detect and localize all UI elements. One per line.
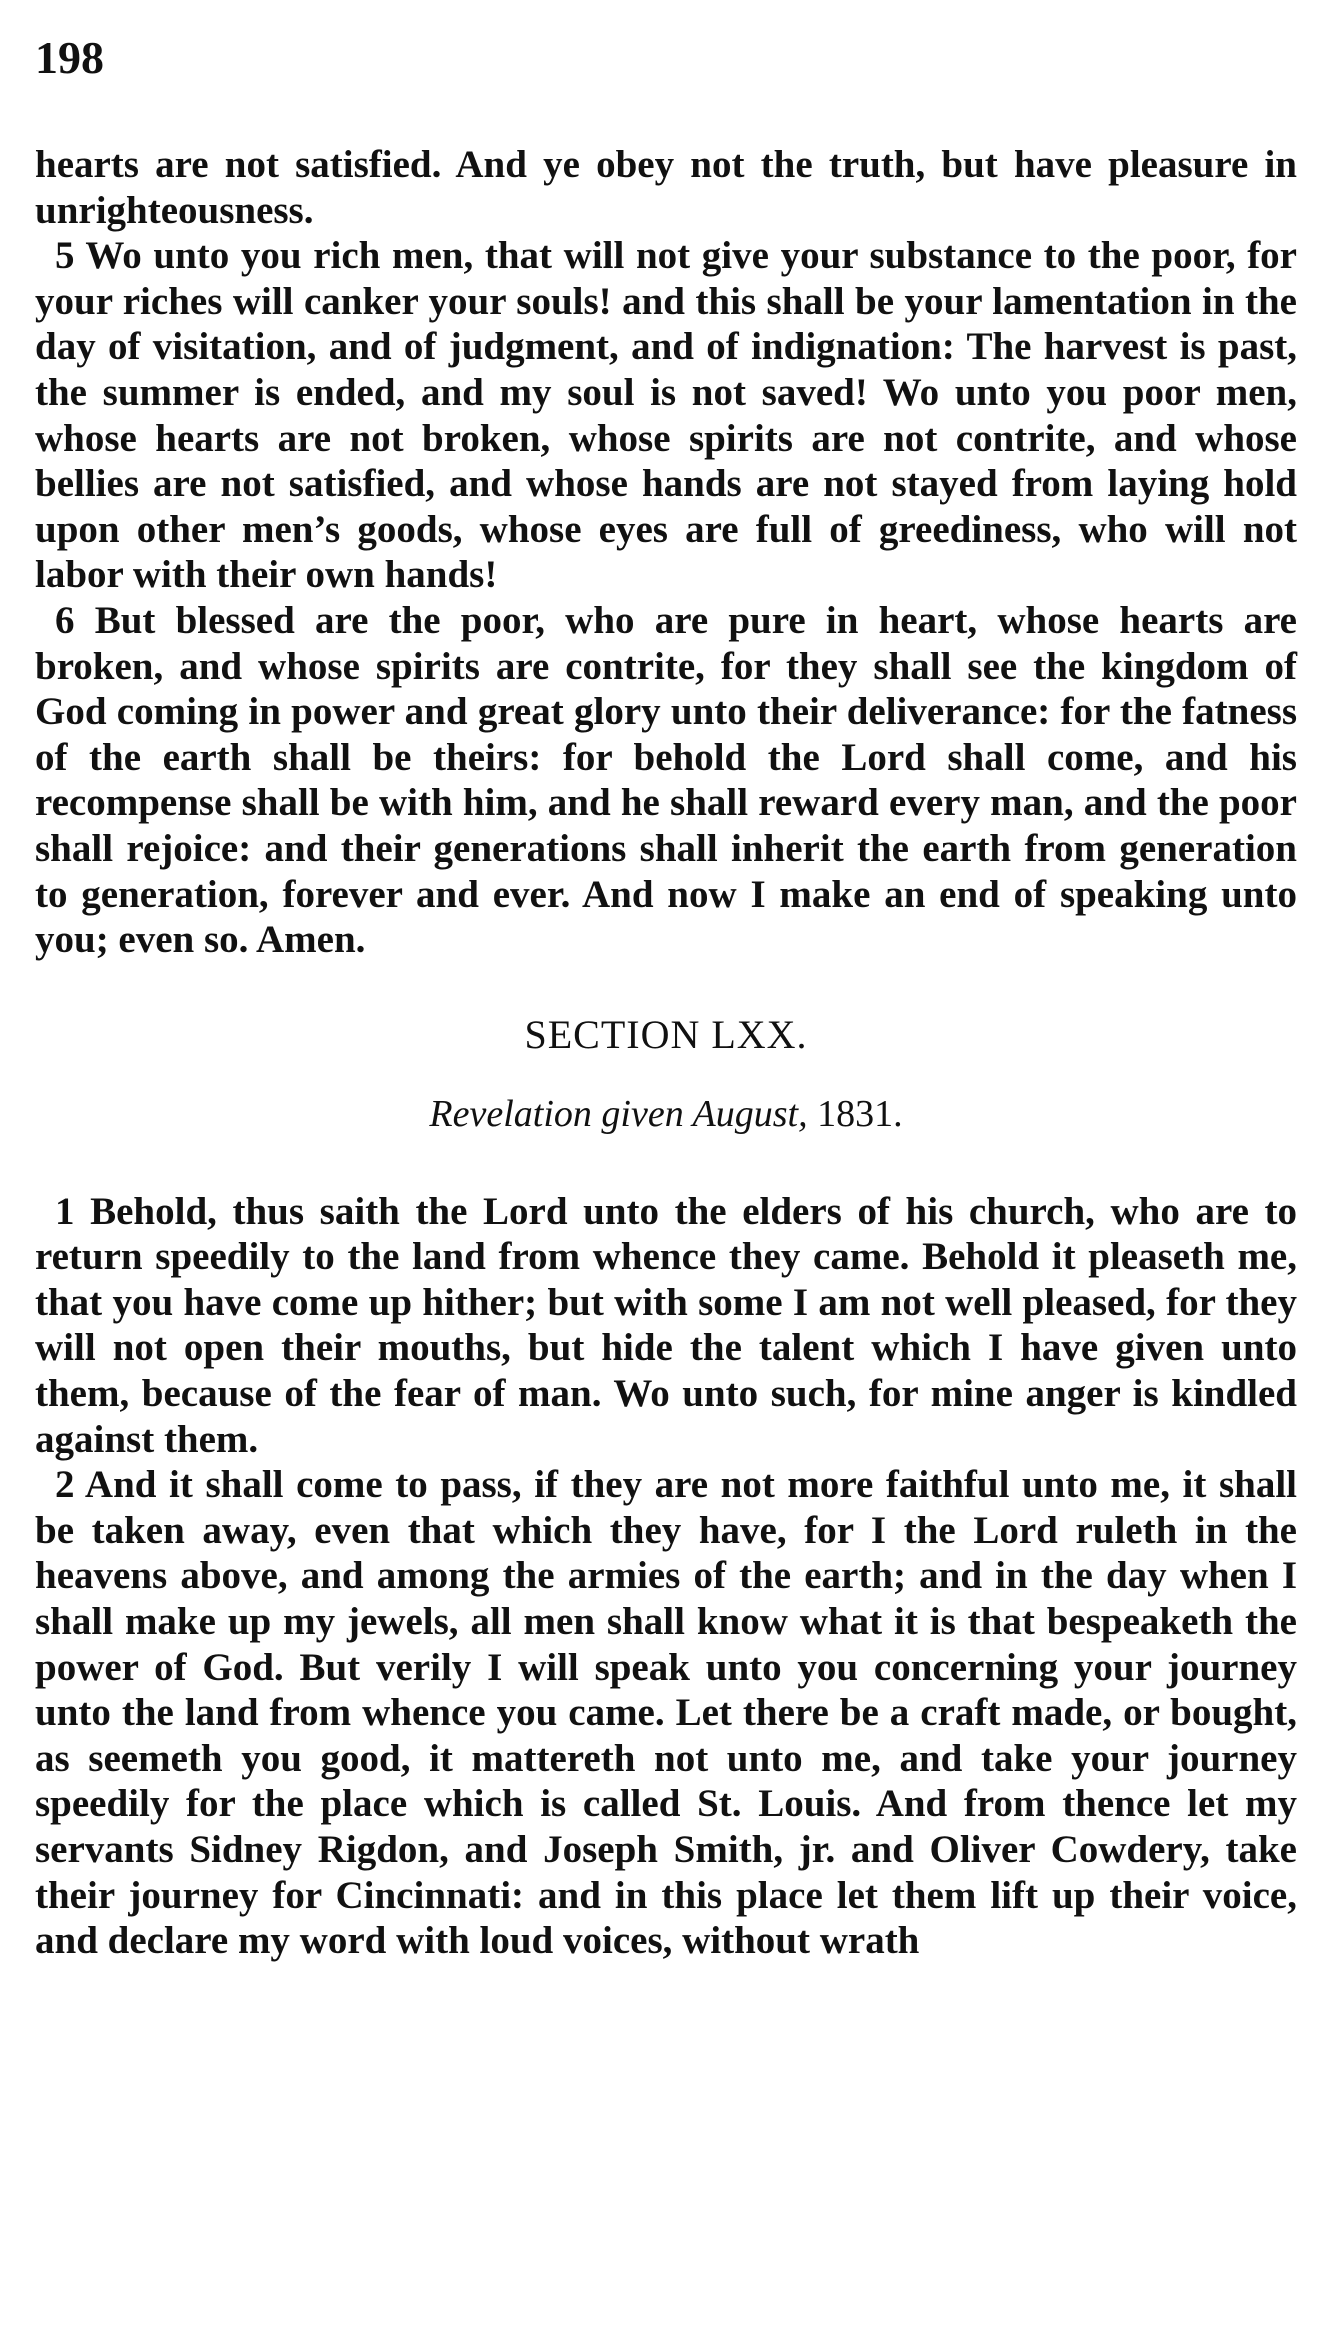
verse-1-paragraph: 1 Behold, thus saith the Lord unto the elders of his church, who are to return speedily to the land from whence they came. Behold it pleaseth me, that you have come up hither; but with some I am not well pleased, for they will not open their mouths, but hide the talent which I have given unto them, because of the fear of man. Wo unto such, for mine anger is kindled against them. xyxy=(35,1189,1297,1461)
page xyxy=(35,30,1297,1964)
section-heading: SECTION LXX. xyxy=(524,1011,808,1057)
verse-6-paragraph: 6 But blessed are the poor, who are pure in heart, whose hearts are broken, and whose spirits are contrite, for they shall see the kingdom of God coming in power and great glory unto their deliverance: for the fatness of the earth shall be theirs: for behold the Lord shall come, and his recompense shall be with him, and he shall reward every man, and the poor shall rejoice: and their generations shall inherit the earth from generation to generation, forever and ever. And now I make an end of speaking unto you; even so. Amen. xyxy=(35,598,1297,962)
verse-2-paragraph: 2 And it shall come to pass, if they are not more faithful unto me, it shall be taken away, even that which they have, for I the Lord ruleth in the heavens above, and among the armies of the earth; and in the day when I shall make up my jewels, all men shall know what it is that bespeaketh the power of God. But verily I will speak unto you concerning your journey unto the land from whence you came. Let there be a craft made, or bought, as seemeth you good, it mattereth not unto me, and take your journey speedily for the place which is called St. Louis. And from thence let my servants Sidney Rigdon, and Joseph Smith, jr. and Oliver Cowdery, take their journey for Cincinnati: and in this place let them lift up their voice, and declare my word with loud voices, without wrath xyxy=(35,1463,1297,1963)
section-date xyxy=(35,1091,1297,1137)
section-date-year: 1831. xyxy=(807,1092,903,1135)
verse-5-paragraph: 5 Wo unto you rich men, that will not give your substance to the poor, for your riches will canker your souls! and this shall be your lamentation in the day of visitation, and of judgment, and of indignation: The harvest is past, the summer is ended, and my soul is not saved! Wo unto you poor men, whose hearts are not broken, whose spirits are not contrite, and whose bellies are not satisfied, and whose hands are not stayed from laying hold upon other men’s goods, whose eyes are full of greediness, who will not labor with their own hands! xyxy=(35,234,1297,597)
section-date-italic: Revelation given August, xyxy=(429,1092,808,1135)
continuation-paragraph: hearts are not satisfied. And ye obey not the truth, but have pleasure in unrighteousness. xyxy=(35,143,1297,232)
page-number: 198 xyxy=(35,32,104,83)
